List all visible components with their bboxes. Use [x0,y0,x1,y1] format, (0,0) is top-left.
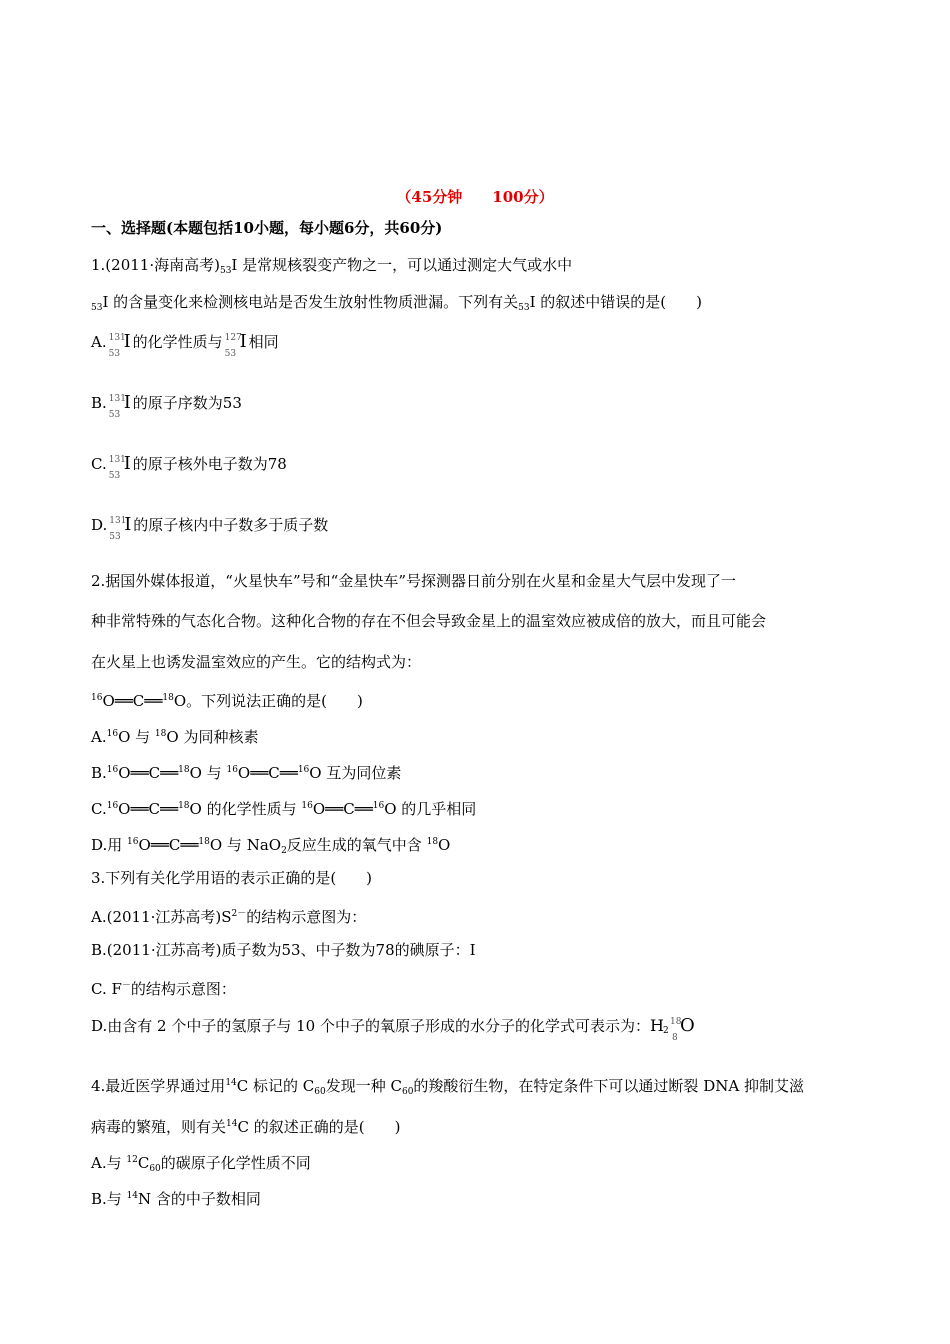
heavy-water-formula: H 2 18 8 O [649,1015,695,1043]
isotope-i131: 131 53 I [108,331,131,359]
q2-stem-line2: 种非常特殊的气态化合物。这种化合物的存在不但会导致金星上的温室效应被成倍的放大，而且可能会 [91,612,767,630]
isotope-i131: 131 53 I [108,453,131,481]
q2-option-c: C.$^{16}$O══C══$^{18}$O 的化学性质与 $^{16}$O══C══$^{16}$O 的几乎相同 [91,800,477,818]
q1-option-a: A. 131 53 I 的化学性质与 127 53 I 相同 [91,328,279,358]
q1-stem-line2: $_{53}$I 的含量变化来检测核电站是否发生放射性物质泄漏。下列有关$_{53}$I 的叙述中错误的是( ) [91,293,703,313]
q3-stem: 3.下列有关化学用语的表示正确的是( ) [91,869,373,887]
q1-stem-line1: 1.(2011·海南高考)$_{53}I$ 是常规核裂变产物之一，可以通过测定大气或水中 [91,256,573,276]
isotope-i127: 127 53 I [224,331,247,359]
q1-option-c: C. 131 53 I 的原子核外电子数为78 [91,450,287,480]
section-heading: 一、选择题(本题包括10小题，每小题6分，共60分) [91,219,443,237]
q1-option-d: D. 131 53 I 的原子核内中子数多于质子数 [91,511,328,541]
isotope-i131: 131 53 I [108,392,131,420]
q3-option-a: A.(2011·江苏高考)$S^{2-}$的结构示意图为： [91,908,367,926]
isotope-i131: 131 53 I [109,514,132,542]
page-title: （45分钟 100分） [396,188,554,206]
q2-option-b: B.$^{16}$O══C══$^{18}$O 与 $^{16}$O══C══$^{16}$O 互为同位素 [91,764,402,782]
q4-stem-line1: 4.最近医学界通过用$^{14}$C 标记的 $C_{60}$发现一种 $C_{60}$的羧酸衍生物，在特定条件下可以通过断裂 DNA 抑制艾滋 [91,1077,804,1097]
q2-option-d: D.用 $^{16}$O══C══$^{18}$O 与 NaO$_2$反应生成的氧气中含 $^{18}$O [91,836,451,856]
q2-stem-line1: 2.据国外媒体报道，“火星快车”号和“金星快车”号探测器日前分别在火星和金星大气层中发现了一 [91,572,736,590]
q4-option-a: A.与 $^{12}C_{60}$的碳原子化学性质不同 [91,1154,311,1174]
q1-option-b: B. 131 53 I 的原子序数为53 [91,389,242,419]
q2-stem-formula: $^{16}$O══C══$^{18}$O。下列说法正确的是( ) [91,692,363,710]
q3-option-b: B.(2011·江苏高考)质子数为53、中子数为78的碘原子：I [91,941,476,959]
q3-option-d: D.由含有 2 个中子的氢原子与 10 个中子的氧原子形成的水分子的化学式可表示为： H 2 18 8 O [91,1012,696,1042]
q4-option-b: B.与 $^{14}$N 含的中子数相同 [91,1190,261,1208]
q2-stem-line3: 在火星上也诱发温室效应的产生。它的结构式为： [91,653,422,671]
q3-option-c: C. F－的结构示意图： [91,980,236,998]
q4-stem-line2: 病毒的繁殖，则有关$^{14}$C 的叙述正确的是( ) [91,1118,401,1136]
q2-option-a: A.$^{16}$O 与 $^{18}$O 为同种核素 [91,728,259,746]
